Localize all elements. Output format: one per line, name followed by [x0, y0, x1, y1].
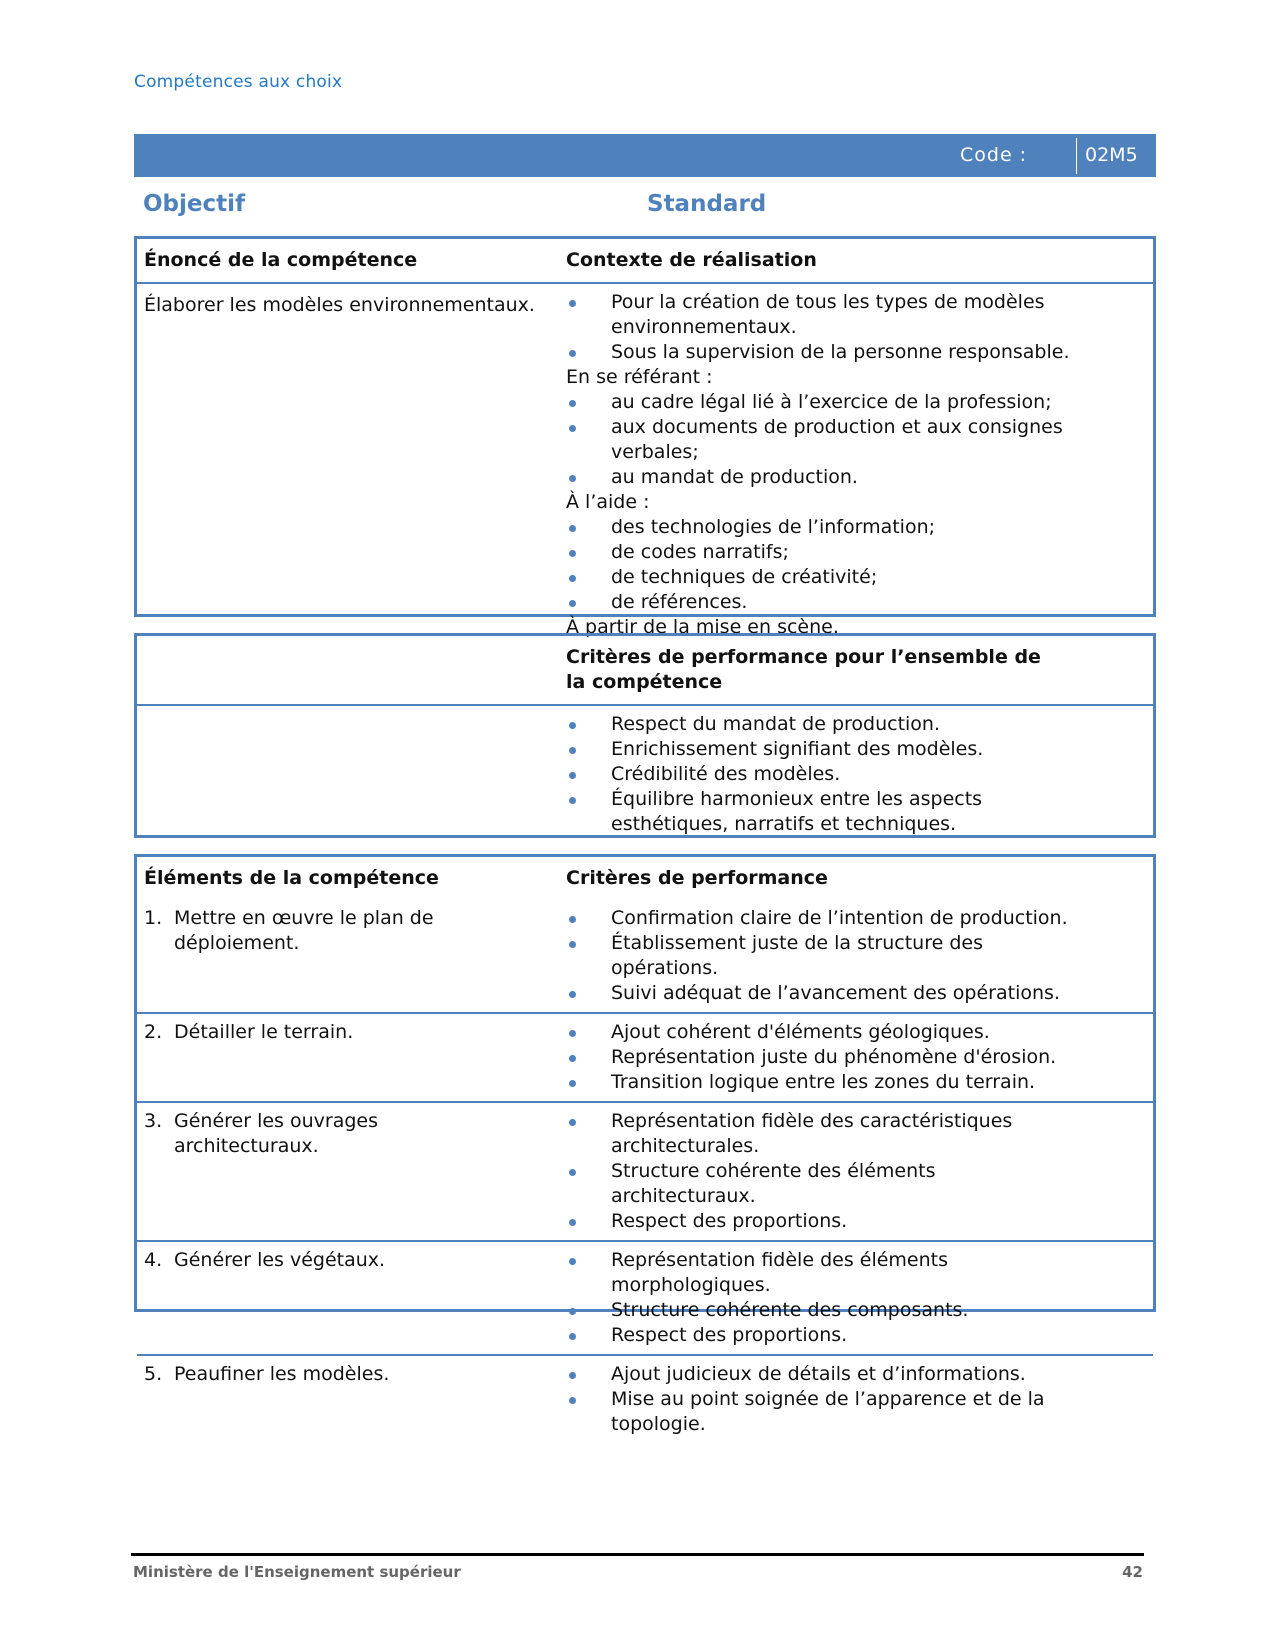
bullet-item — [566, 931, 1145, 981]
bullet-item — [566, 515, 1145, 540]
bullet-item — [566, 1070, 1145, 1095]
element-text: Mettre en œuvre le plan de déploiement. — [174, 907, 434, 954]
code-separator — [1076, 138, 1077, 174]
bullet-item — [566, 1209, 1145, 1234]
bullet-item — [566, 1362, 1145, 1387]
overall-criteria-table — [134, 633, 1156, 838]
bullet-text: Suivi adéquat de l’avancement des opérations. — [611, 982, 1060, 1004]
bullet-icon — [566, 737, 611, 762]
context-subheading: En se référant : — [566, 366, 713, 388]
bullet-text: Structure cohérente des éléments architecturaux. — [611, 1160, 936, 1207]
element-cell — [137, 900, 566, 1012]
bullet-item — [566, 290, 1145, 340]
bullet-text: de références. — [611, 591, 748, 613]
empty-header-cell — [137, 636, 566, 704]
element-cell — [137, 1014, 566, 1101]
context-list — [566, 284, 1153, 646]
bullet-item — [566, 590, 1145, 615]
table-header-row — [137, 857, 1153, 900]
bullet-icon — [566, 1045, 611, 1070]
bullet-text: des technologies de l’information; — [611, 516, 936, 538]
element-text: Détailler le terrain. — [174, 1021, 354, 1043]
element-criteria-cell — [566, 1103, 1153, 1240]
table-row — [137, 1012, 1153, 1101]
context-subheading: À l’aide : — [566, 491, 650, 513]
bullet-icon — [566, 1362, 611, 1387]
bullet-text: Mise au point soignée de l’apparence et de la topologie. — [611, 1388, 1045, 1435]
elements-table — [134, 854, 1156, 1435]
code-value: 02M5 — [1085, 144, 1138, 166]
bullet-icon — [566, 290, 611, 340]
element-criteria-cell — [566, 900, 1153, 1012]
table-row — [137, 900, 1153, 1012]
element-text: Peaufiner les modèles. — [174, 1363, 390, 1385]
bullet-icon — [566, 465, 611, 490]
table-header-row — [137, 636, 1153, 704]
table-row — [137, 1101, 1153, 1240]
element-criteria-cell — [566, 1242, 1153, 1354]
table-row — [137, 282, 1153, 646]
bullet-item — [566, 1159, 1145, 1209]
competency-statement: Élaborer les modèles environnementaux. — [144, 294, 535, 316]
element-number: 5. — [144, 1363, 163, 1385]
bullet-item — [566, 1298, 1145, 1323]
bullet-icon — [566, 565, 611, 590]
code-bar — [134, 134, 1156, 177]
bullet-item — [566, 1323, 1145, 1348]
bullet-item — [566, 465, 1145, 490]
bullet-item — [566, 787, 1145, 837]
numbered-element — [144, 1248, 558, 1273]
bullet-text: Équilibre harmonieux entre les aspects esthétiques, narratifs et techniques. — [611, 788, 983, 835]
bullet-icon — [566, 712, 611, 737]
bullet-text: Pour la création de tous les types de modèles environnementaux. — [611, 291, 1045, 338]
footer-divider — [131, 1553, 1144, 1556]
bullet-text: Enrichissement signifiant des modèles. — [611, 738, 984, 760]
standard-heading: Standard — [647, 191, 767, 217]
element-number: 4. — [144, 1249, 163, 1271]
code-label: Code : — [960, 144, 1028, 166]
element-text: Générer les ouvrages architecturaux. — [174, 1110, 378, 1157]
bullet-text: Représentation fidèle des éléments morphologiques. — [611, 1249, 948, 1296]
bullet-item — [566, 737, 1145, 762]
bullet-text: au mandat de production. — [611, 466, 858, 488]
bullet-text: Ajout judicieux de détails et d’informations. — [611, 1363, 1026, 1385]
bullet-icon — [566, 1387, 611, 1437]
bullet-icon — [566, 540, 611, 565]
bullet-text: Représentation juste du phénomène d'érosion. — [611, 1046, 1057, 1068]
bullet-text: Respect du mandat de production. — [611, 713, 941, 735]
bullet-item — [566, 762, 1145, 787]
competency-statement-table — [134, 236, 1156, 638]
element-cell — [137, 1242, 566, 1354]
bullet-icon — [566, 906, 611, 931]
bullet-text: de codes narratifs; — [611, 541, 789, 563]
elements-rows — [137, 900, 1153, 1443]
bullet-item — [566, 565, 1145, 590]
bullet-icon — [566, 1248, 611, 1298]
statement-header: Énoncé de la compétence — [144, 249, 418, 271]
bullet-text: Établissement juste de la structure des opérations. — [611, 932, 983, 979]
bullet-item — [566, 1045, 1145, 1070]
table-row — [137, 704, 1153, 843]
bullet-text: Ajout cohérent d'éléments géologiques. — [611, 1021, 990, 1043]
element-criteria-cell — [566, 1356, 1153, 1443]
bullet-icon — [566, 1020, 611, 1045]
objective-heading: Objectif — [143, 191, 246, 217]
bullet-item — [566, 340, 1145, 365]
bullet-icon — [566, 1159, 611, 1209]
bullet-text: Représentation fidèle des caractéristiques architecturales. — [611, 1110, 1013, 1157]
bullet-item — [566, 1387, 1145, 1437]
bullet-text: Transition logique entre les zones du terrain. — [611, 1071, 1036, 1093]
element-number: 2. — [144, 1021, 163, 1043]
context-subheading: À partir de la mise en scène. — [566, 616, 839, 638]
context-header: Contexte de réalisation — [566, 249, 817, 271]
numbered-element — [144, 906, 558, 956]
numbered-element — [144, 1109, 558, 1159]
element-cell — [137, 1103, 566, 1240]
table-row — [137, 1354, 1153, 1443]
overall-criteria-list — [566, 706, 1153, 843]
bullet-icon — [566, 590, 611, 615]
element-criteria-cell — [566, 1014, 1153, 1101]
numbered-element — [144, 1020, 558, 1045]
bullet-item — [566, 390, 1145, 415]
bullet-text: Structure cohérente des composants. — [611, 1299, 969, 1321]
bullet-text: aux documents de production et aux consignes verbales; — [611, 416, 1063, 463]
bullet-text: Crédibilité des modèles. — [611, 763, 841, 785]
bullet-text: Confirmation claire de l’intention de production. — [611, 907, 1068, 929]
bullet-item — [566, 415, 1145, 465]
footer-publisher: Ministère de l'Enseignement supérieur — [133, 1563, 461, 1581]
bullet-icon — [566, 390, 611, 415]
bullet-item — [566, 981, 1145, 1006]
bullet-item — [566, 906, 1145, 931]
bullet-item — [566, 1248, 1145, 1298]
bullet-icon — [566, 415, 611, 465]
bullet-text: Respect des proportions. — [611, 1210, 848, 1232]
elements-header: Éléments de la compétence — [144, 867, 439, 889]
bullet-text: Respect des proportions. — [611, 1324, 848, 1346]
bullet-icon — [566, 981, 611, 1006]
section-label: Compétences aux choix — [134, 72, 343, 92]
bullet-item — [566, 1109, 1145, 1159]
numbered-element — [144, 1362, 558, 1387]
overall-criteria-header: Critères de performance pour l’ensemble de la compétence — [566, 646, 1041, 693]
table-header-row — [137, 239, 1153, 282]
element-cell — [137, 1356, 566, 1443]
table-row — [137, 1240, 1153, 1354]
bullet-text: au cadre légal lié à l’exercice de la profession; — [611, 391, 1052, 413]
bullet-icon — [566, 1070, 611, 1095]
bullet-icon — [566, 1323, 611, 1348]
criteria-header: Critères de performance — [566, 867, 828, 889]
page-number: 42 — [1122, 1563, 1143, 1581]
bullet-item — [566, 540, 1145, 565]
bullet-item — [566, 712, 1145, 737]
bullet-icon — [566, 762, 611, 787]
bullet-icon — [566, 1109, 611, 1159]
element-number: 3. — [144, 1110, 163, 1132]
bullet-text: de techniques de créativité; — [611, 566, 878, 588]
empty-cell — [137, 706, 566, 843]
bullet-icon — [566, 340, 611, 365]
element-text: Générer les végétaux. — [174, 1249, 386, 1271]
bullet-icon — [566, 931, 611, 981]
bullet-item — [566, 1020, 1145, 1045]
bullet-icon — [566, 515, 611, 540]
bullet-icon — [566, 1209, 611, 1234]
element-number: 1. — [144, 907, 163, 929]
bullet-icon — [566, 787, 611, 837]
bullet-icon — [566, 1298, 611, 1323]
bullet-text: Sous la supervision de la personne responsable. — [611, 341, 1070, 363]
